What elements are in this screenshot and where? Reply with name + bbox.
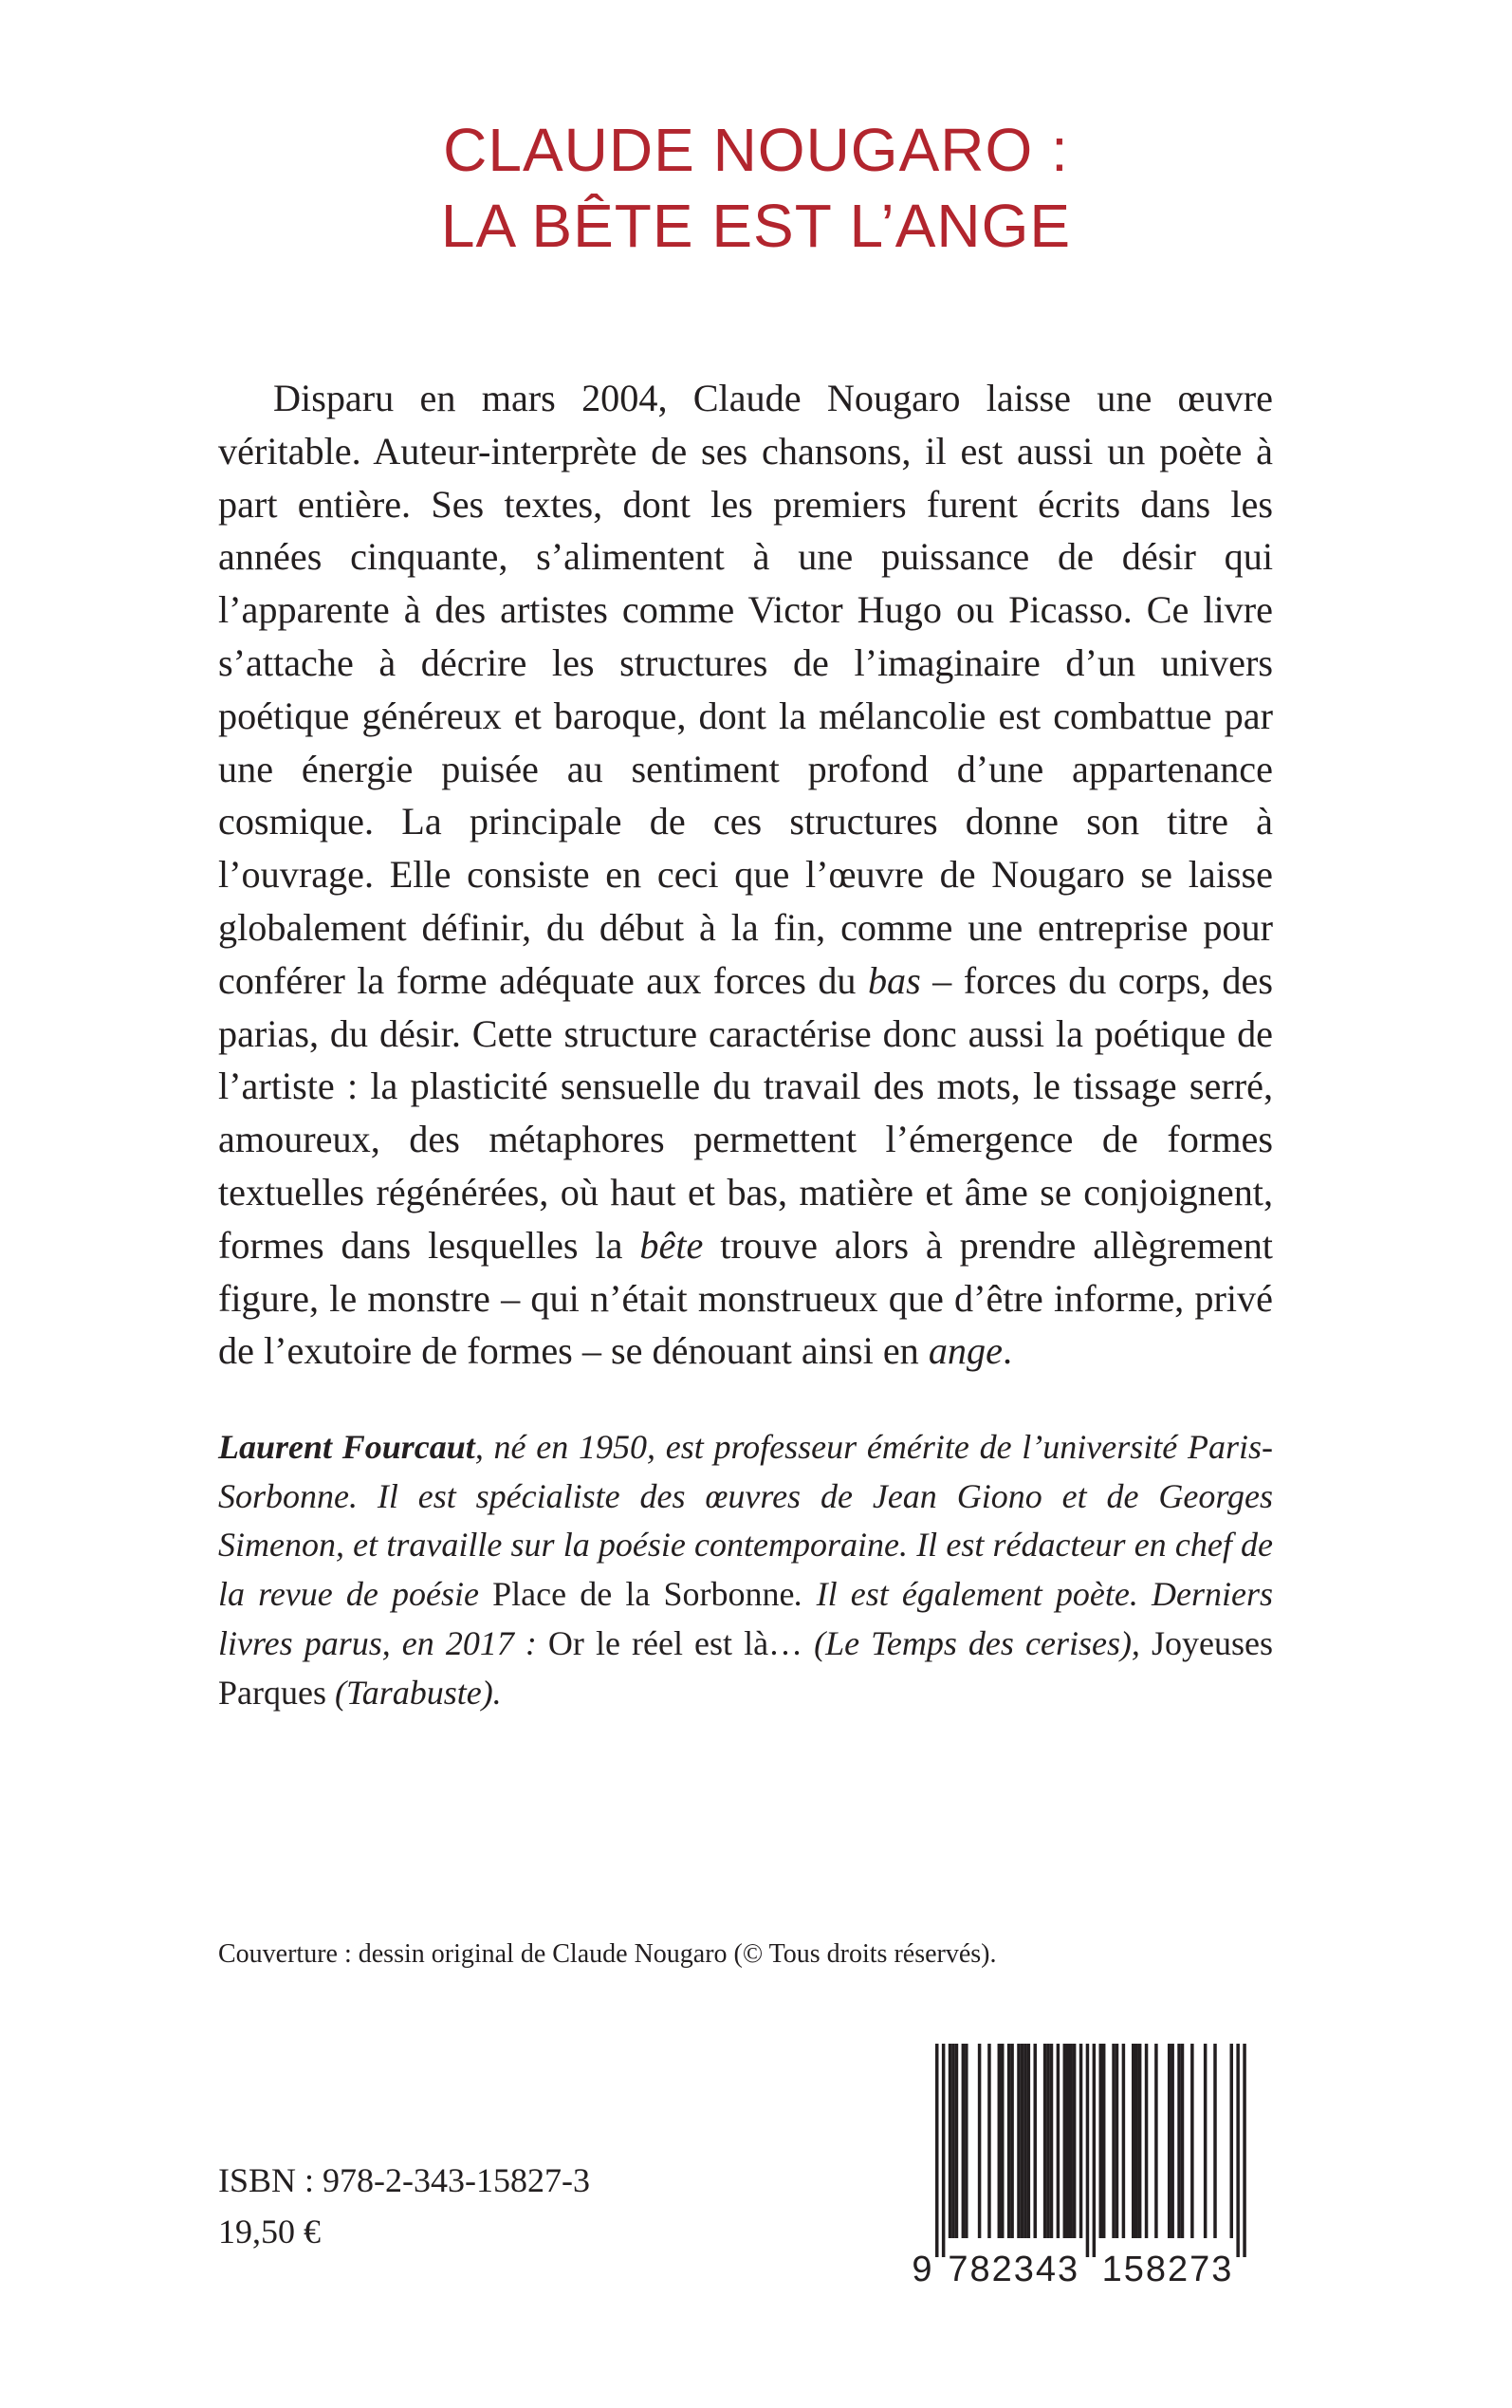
barcode-bar [1007, 2044, 1011, 2238]
barcode-bar [1043, 2044, 1047, 2238]
book-title [0, 112, 1512, 264]
barcode-bar [1021, 2044, 1024, 2238]
barcode-bar [1181, 2044, 1185, 2238]
barcode-bar [1243, 2044, 1246, 2257]
barcode-bars [935, 2044, 1246, 2257]
barcode-bar [1073, 2044, 1077, 2238]
summary-text: – forces du corps, des parias, du désir. Cette structure caractérise donc aussi la poétique de l’artiste : la plasticité sensuelle du travail des mots, le tissage serré, amoureux, des métaphores permettent l’émergence de formes textuelles régénérées, où haut et bas, matière et âme se conjoignent, formes dans lesquelles la [218, 958, 1273, 1267]
summary-text: trouve alors à prendre allègrement figure, le monstre – qui n’était monstrueux que d’être informe, privé de l’exutoire de formes – se dénouant ainsi en [218, 1223, 1273, 1373]
barcode-bar [1010, 2044, 1014, 2238]
barcode-bar [1063, 2044, 1067, 2238]
barcode-bar [965, 2044, 968, 2238]
barcode-bar [1112, 2044, 1116, 2238]
summary-text: Disparu en mars 2004, Claude Nougaro laisse une œuvre véritable. Auteur-interprète de ses chansons, il est aussi un poète à part entière. Ses textes, dont les premiers furent écrits dans les années cinquante, s’alimentent à une puissance de désir qui l’apparente à des artistes comme Victor Hugo ou Picasso. Ce livre s’attache à décrire les structures de l’imaginaire d’un univers poétique généreux et baroque, dont la mélancolie est combattue par une énergie puisée au sentiment profond d’une appartenance cosmique. La principale de ces structures donne son titre à l’ouvrage. Elle consiste en ceci que l’œuvre de Nougaro se laisse globalement définir, du début à la fin, comme une entreprise pour conférer la forme adéquate aux forces du [218, 377, 1273, 1002]
barcode-bar [1066, 2044, 1070, 2238]
bio-book-title: Joyeuses Parques [218, 1623, 1273, 1712]
barcode-bar [942, 2044, 946, 2257]
barcode-bar [1027, 2044, 1031, 2238]
barcode-bar [1057, 2044, 1060, 2238]
price: 19,50 € [218, 2213, 321, 2251]
author-name: Laurent Fourcaut [218, 1428, 475, 1466]
barcode-bar [1177, 2044, 1181, 2238]
barcode-bar [1168, 2044, 1171, 2238]
barcode-bar [1093, 2044, 1097, 2257]
barcode-bar [1145, 2044, 1149, 2238]
barcode-bar [951, 2044, 955, 2238]
book-title-line-2: LA BÊTE EST L’ANGE [440, 192, 1072, 260]
barcode-bar [955, 2044, 959, 2238]
isbn-barcode [911, 2044, 1263, 2287]
summary-text: . [1002, 1329, 1012, 1373]
barcode-bar [1204, 2044, 1208, 2238]
barcode-first-digit: 9 [912, 2250, 932, 2287]
barcode-bar [1034, 2044, 1038, 2238]
author-biography [218, 1423, 1273, 1717]
barcode-bar [1086, 2044, 1090, 2257]
barcode-bar [949, 2044, 952, 2238]
barcode-right-digits: 158273 [1101, 2250, 1234, 2287]
barcode-bar [1134, 2044, 1138, 2238]
barcode-bar [978, 2044, 982, 2238]
barcode-bar [962, 2044, 966, 2238]
isbn-number: ISBN : 978-2-343-15827-3 [218, 2161, 590, 2199]
barcode-bar [987, 2044, 991, 2238]
bio-publisher: (Le Temps des cerises), [814, 1623, 1140, 1662]
barcode-bar [1046, 2044, 1050, 2238]
barcode-bar [1023, 2044, 1027, 2238]
barcode-bar [1138, 2044, 1142, 2238]
bio-journal-name: Place de la Sorbonne [478, 1575, 795, 1614]
barcode-bar [1171, 2044, 1174, 2238]
barcode-left-digits: 782343 [948, 2250, 1080, 2287]
barcode-bar [1050, 2044, 1054, 2238]
barcode-bar [1099, 2044, 1103, 2238]
barcode-bar [1230, 2044, 1234, 2238]
barcode-bar [1154, 2044, 1158, 2238]
book-summary [218, 372, 1273, 1378]
barcode-bar [998, 2044, 1002, 2238]
bio-publisher: (Tarabuste). [334, 1673, 502, 1712]
barcode-bar [1079, 2044, 1083, 2238]
barcode-graphic [911, 2044, 1263, 2287]
barcode-bar [1102, 2044, 1106, 2238]
barcode-bar [1122, 2044, 1126, 2238]
cover-credit: Couverture : dessin original de Claude Nougaro (© Tous droits réservés). [218, 1939, 997, 1969]
barcode-bar [935, 2044, 939, 2257]
barcode-bar [1213, 2044, 1217, 2238]
barcode-bar [1190, 2044, 1194, 2238]
barcode-bar [1001, 2044, 1005, 2238]
barcode-bar [1236, 2044, 1240, 2257]
book-title-line-1: CLAUDE NOUGARO : [443, 116, 1069, 184]
bio-text: . Il est également poète. Derniers livres parus, en 2017 : [218, 1575, 1274, 1662]
barcode-bar [1132, 2044, 1135, 2238]
summary-emphasis: bête [639, 1223, 704, 1267]
barcode-bar [1017, 2044, 1021, 2238]
summary-emphasis: bas [867, 958, 921, 1002]
bio-text: , né en 1950, est professeur émérite de l’université Paris-Sorbonne. Il est spécialiste des œuvres de Jean Giono et de Georges Simenon, et travaille sur la poésie contemporaine. Il est rédacteur en chef de la revue de poésie [218, 1428, 1273, 1614]
barcode-bar [1069, 2044, 1073, 2238]
bio-book-title: Or le réel est là… [536, 1623, 815, 1662]
summary-emphasis: ange [928, 1329, 1003, 1373]
barcode-bar [1116, 2044, 1119, 2238]
